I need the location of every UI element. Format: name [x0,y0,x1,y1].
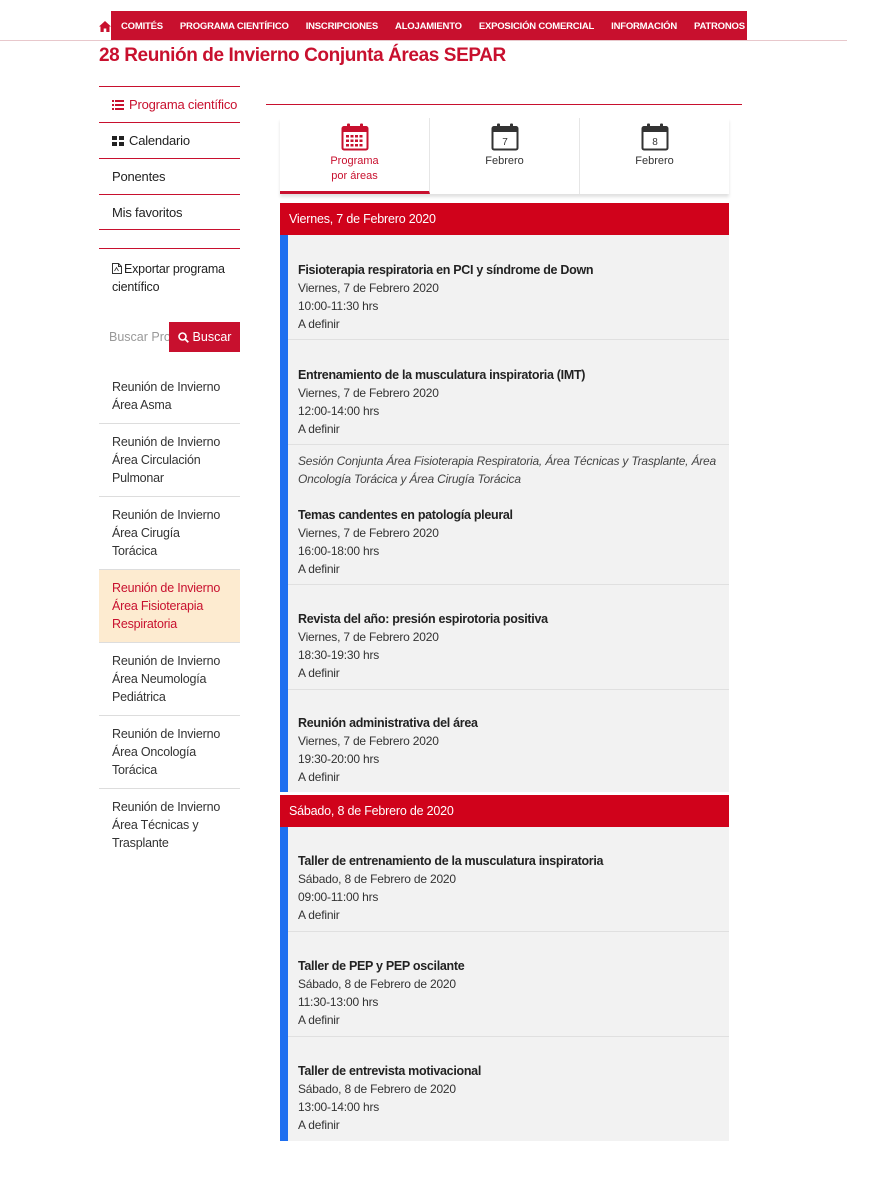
session-date: Sábado, 8 de Febrero de 2020 [298,1082,456,1096]
page-title: 28 Reunión de Invierno Conjunta Áreas SEPAR [99,45,506,66]
session-date: Viernes, 7 de Febrero 2020 [298,630,439,644]
session-item[interactable] [288,445,729,585]
export-label: Exportar programa científico [112,262,225,294]
session-date: Viernes, 7 de Febrero 2020 [298,734,439,748]
area-item-asma[interactable]: Reunión de Invierno Área Asma [99,369,240,424]
calendar-grid-icon [341,123,369,151]
search-input[interactable] [99,322,169,352]
tab-label: Febrero [485,155,524,167]
home-button[interactable] [99,11,111,41]
calendar-day-number: 8 [651,137,658,148]
sidebar-item-calendario[interactable] [99,122,240,158]
tab-programa-por-areas[interactable] [280,118,430,194]
session-place: A definir [298,317,340,331]
search-button[interactable] [169,322,240,352]
session-time: 18:30-19:30 hrs [298,648,380,662]
session-title: Reunión administrativa del área [298,716,478,730]
sidebar-item-label: Mis favoritos [112,204,183,220]
area-item-circulacion-pulmonar[interactable]: Reunión de Invierno Área Circulación Pulmonar [99,424,240,497]
session-title: Entrenamiento de la musculatura inspiratoria (IMT) [298,368,586,382]
session-list [280,235,729,792]
area-item-cirugia-toracica[interactable]: Reunión de Invierno Área Cirugía Torácica [99,497,240,570]
sidebar-item-programa[interactable] [99,86,240,122]
session-date: Sábado, 8 de Febrero de 2020 [298,977,456,991]
session-place: A definir [298,1118,340,1132]
session-place: A definir [298,770,340,784]
session-note: Sesión Conjunta Área Fisioterapia Respiratoria, Área Técnicas y Trasplante, Área Oncología Torácica y Área Cirugía Torácica [298,454,716,486]
search-icon [178,332,189,343]
session-title: Fisioterapia respiratoria en PCI y síndrome de Down [298,263,594,277]
nav-alojamiento[interactable]: ALOJAMIENTO [395,20,462,32]
session-title: Revista del año: presión espirotoria positiva [298,612,548,626]
session-title: Taller de entrevista motivacional [298,1064,481,1078]
nav-inscripciones[interactable]: INSCRIPCIONES [305,20,379,32]
tab-febrero-8[interactable] [580,118,729,194]
session-title: Temas candentes en patología pleural [298,508,513,522]
export-program-link[interactable] [99,248,240,296]
nav-informacion[interactable]: INFORMACIÓN [611,20,678,32]
session-item[interactable] [288,1037,729,1141]
area-item-fisioterapia-respiratoria[interactable]: Reunión de Invierno Área Fisioterapia Respiratoria [99,570,240,643]
session-time: 16:00-18:00 hrs [298,544,380,558]
header-divider [0,40,847,41]
session-item[interactable] [288,235,729,340]
grid-icon [112,136,124,146]
area-item-neumologia-pediatrica[interactable]: Reunión de Invierno Área Neumología Pediátrica [99,643,240,716]
day-header: Sábado, 8 de Febrero de 2020 [280,795,729,827]
home-icon [99,21,111,32]
nav-programa-cientifico[interactable]: PROGRAMA CIENTÍFICO [179,20,289,32]
session-place: A definir [298,562,340,576]
nav-patronos-mecenas[interactable]: PATRONOS Y MECENAS [694,20,802,32]
session-date: Sábado, 8 de Febrero de 2020 [298,872,456,886]
session-place: A definir [298,666,340,680]
session-date: Viernes, 7 de Febrero 2020 [298,386,439,400]
area-item-oncologia-toracica[interactable]: Reunión de Invierno Área Oncología Torácica [99,716,240,789]
sidebar-item-favoritos[interactable] [99,194,240,230]
session-time: 11:30-13:00 hrs [298,995,379,1009]
session-item[interactable] [288,340,729,445]
calendar-day-number: 7 [501,137,508,148]
session-item[interactable] [288,932,729,1037]
sidebar-item-label: Programa científico [129,97,238,112]
session-time: 12:00-14:00 hrs [298,404,380,418]
calendar-day-icon [491,123,519,151]
session-item[interactable] [288,585,729,690]
session-item[interactable] [288,690,729,792]
tab-label: Programa por áreas [330,155,379,182]
nav-comites[interactable]: COMITÉS [121,20,163,32]
nav-exposicion-comercial[interactable]: EXPOSICIÓN COMERCIAL [478,20,595,32]
nav-contacto[interactable]: CONTACTO [818,20,870,32]
session-title: Taller de entrenamiento de la musculatura inspiratoria [298,854,604,868]
day-header: Viernes, 7 de Febrero 2020 [280,203,729,235]
session-date: Viernes, 7 de Febrero 2020 [298,526,439,540]
session-place: A definir [298,422,340,436]
top-navigation [99,11,870,41]
session-list [280,827,729,1141]
area-list [99,369,240,861]
session-title: Taller de PEP y PEP oscilante [298,959,465,973]
calendar-day-icon [641,123,669,151]
view-tabs [280,118,729,194]
session-item[interactable] [288,827,729,932]
session-place: A definir [298,908,340,922]
sidebar-item-label: Calendario [129,133,190,148]
sidebar-menu [99,86,240,230]
search-form [99,322,240,352]
sidebar-item-label: Ponentes [112,169,166,184]
tab-label: Febrero [635,155,674,167]
session-time: 09:00-11:00 hrs [298,890,379,904]
sidebar-item-ponentes[interactable] [99,158,240,194]
session-time: 10:00-11:30 hrs [298,299,379,313]
pdf-icon [112,263,122,274]
search-button-label: Buscar [192,330,232,344]
area-item-tecnicas-trasplante[interactable]: Reunión de Invierno Área Técnicas y Trasplante [112,800,221,850]
session-time: 13:00-14:00 hrs [298,1100,380,1114]
list-icon [112,100,124,110]
content-divider [266,104,742,105]
session-date: Viernes, 7 de Febrero 2020 [298,281,439,295]
session-place: A definir [298,1013,340,1027]
tab-febrero-7[interactable] [430,118,580,194]
session-time: 19:30-20:00 hrs [298,752,380,766]
